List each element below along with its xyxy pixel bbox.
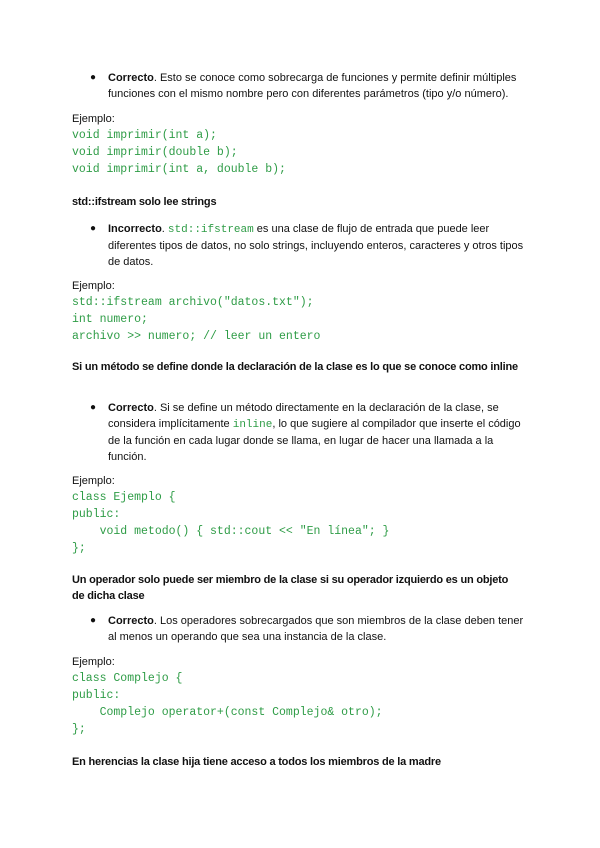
example-label: Ejemplo: — [72, 475, 115, 487]
code-line: void imprimir(double b); — [72, 146, 238, 159]
code-line: void imprimir(int a); — [72, 129, 217, 142]
list-item — [90, 70, 530, 102]
code-line: Complejo operator+(const Complejo& otro); — [72, 706, 383, 719]
bullet-icon: ● — [90, 615, 97, 626]
code-line: }; — [72, 723, 86, 736]
code-line: class Ejemplo { — [72, 491, 176, 504]
code-line: public: — [72, 508, 121, 521]
section-heading: En herencias la clase hija tiene acceso a todos los miembros de la madre — [72, 756, 441, 768]
code-line: public: — [72, 689, 121, 702]
code-line: class Complejo { — [72, 672, 183, 685]
section-heading: Si un método se define donde la declaración de la clase es lo que se conoce como inline — [72, 361, 518, 373]
list-item — [90, 613, 530, 645]
code-line: int numero; — [72, 313, 148, 326]
section-heading: std::ifstream solo lee strings — [72, 196, 217, 208]
list-item — [90, 400, 530, 465]
code-line: void metodo() { std::cout << "En línea"; } — [72, 525, 390, 538]
list-item-text: Correcto. Esto se conoce como sobrecarga de funciones y permite definir múltiples funciones con el mismo nombre pero con diferentes parámetros (tipo y/o número). — [108, 72, 517, 100]
list-item-text: Correcto. Los operadores sobrecargados que son miembros de la clase deben tener al menos un operando que sea una instancia de la clase. — [108, 615, 524, 643]
list-item — [90, 221, 530, 270]
code-line: void imprimir(int a, double b); — [72, 163, 286, 176]
code-line: }; — [72, 542, 86, 555]
list-item-text: Incorrecto. std::ifstream es una clase de flujo de entrada que puede leer diferentes tipos de datos, no solo strings, incluyendo enteros, caracteres y otros tipos de datos. — [108, 223, 524, 268]
example-label: Ejemplo: — [72, 113, 115, 125]
section-heading: Un operador solo puede ser miembro de la clase si su operador izquierdo es un objeto de dicha clase — [72, 574, 509, 602]
bullet-icon: ● — [90, 223, 97, 234]
list-item-text: Correcto. Si se define un método directamente en la declaración de la clase, se considera implícitamente inline, lo que sugiere al compilador que inserte el código de la función en cada lugar donde se llama, en lugar de hacer una llamada a la función. — [108, 402, 521, 463]
bullet-icon: ● — [90, 402, 97, 413]
bullet-icon: ● — [90, 72, 97, 83]
example-label: Ejemplo: — [72, 280, 115, 292]
code-line: std::ifstream archivo("datos.txt"); — [72, 296, 314, 309]
code-line: archivo >> numero; // leer un entero — [72, 330, 321, 343]
example-label: Ejemplo: — [72, 656, 115, 668]
